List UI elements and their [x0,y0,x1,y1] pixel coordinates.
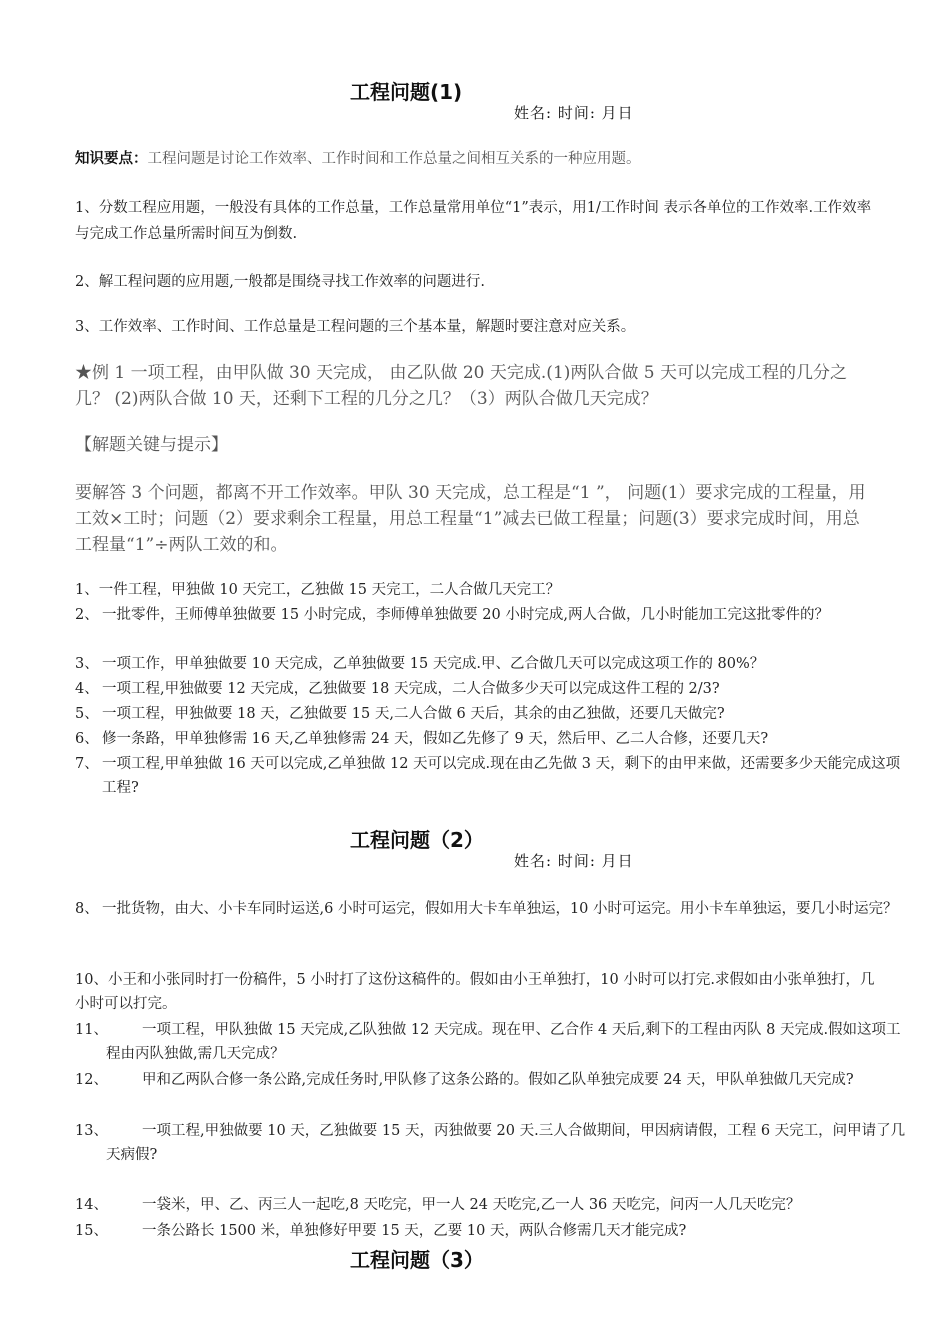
problem-text: 修一条路，甲单独修需 16 天,乙单独修需 24 天，假如乙先修了 9 天，然后甲、乙二人合修，还要几天? [102,731,769,747]
problem-text: 一项工程,甲单独做 16 天可以完成,乙单独做 12 天可以完成.现在由乙先做 3 天，剩下的由甲来做，还需要多少天能完成这项工程? [102,756,901,796]
problem-number: 12、 [75,1072,108,1088]
problem-text: 一袋米，甲、乙、丙三人一起吃,8 天吃完，甲一人 24 天吃完,乙一人 36 天吃完，问丙一人几天吃完？ [142,1197,801,1213]
section2-title: 工程问题（2） [350,828,484,852]
list-item [75,897,902,921]
list-item: 10、小王和小张同时打一份稿件，5 小时打了这份这稿件的。假如由小王单独打，10 小时可以打完.求假如由小张单独打，几小时可以打完。 [75,972,875,1012]
problem-number: 1、 [75,582,99,598]
problem-text: 一项工程，甲独做要 18 天，乙独做要 15 天,二人合做 6 天后，其余的由乙独做，还要几天做完? [102,706,725,722]
list-item [75,1193,885,1217]
list-item [75,578,875,602]
problem-text: 一批货物，由大、小卡车同时运送,6 小时可运完，假如用大卡车单独运，10 小时可运完。用小卡车单独运，要几小时运完？ [102,901,898,917]
knowledge-text: 工程问题是讨论工作效率、工作时间和工作总量之间相互关系的一种应用题。 [147,151,641,167]
list-item [75,603,902,627]
problem-number: 8、 [75,901,99,917]
problem-text: 一项工程，甲队独做 15 天完成,乙队独做 12 天完成。现在甲、乙合作 4 天后,剩下的工程由丙队 8 天完成.假如这项工程由丙队独做,需几天完成？ [106,1022,901,1062]
problem-text: 一项工程,甲独做要 12 天完成，乙独做要 18 天完成，二人合做多少天可以完成这件工程的 2/3? [102,681,720,697]
problem-number: 2、 [75,607,99,623]
list-item [75,752,902,800]
knowledge-points [75,146,895,172]
problem-number: 3、 [75,656,99,672]
list-item [75,1219,875,1243]
problem-number: 5、 [75,706,99,722]
problem-number: 13、 [75,1123,108,1139]
problem-number: 4、 [75,681,99,697]
problem-text: 一件工程，甲独做 10 天完工，乙独做 15 天完工，二人合做几天完工？ [98,582,561,598]
section1-name-line: 姓名: 时间: 月日 [514,104,634,122]
problem-text: 甲和乙两队合修一条公路,完成任务时,甲队修了这条公路的。假如乙队单独完成要 24 天，甲队单独做几天完成? [142,1072,854,1088]
point-2: 2、解工程问题的应用题,一般都是围绕寻找工作效率的问题进行. [75,274,485,290]
problem-number: 6、 [75,731,99,747]
list-item [75,677,902,701]
problem-text: 一条公路长 1500 米，单独修好甲要 15 天，乙要 10 天，两队合修需几天才能完成? [142,1223,687,1239]
list-item [75,702,902,726]
section1-title: 工程问题(1) [350,80,463,104]
problem-number: 15、 [75,1223,108,1239]
problem-number: 7、 [75,756,99,772]
hint-title: 【解题关键与提示】 [75,435,228,455]
example-1: ★例 1 一项工程，由甲队做 30 天完成， 由乙队做 20 天完成.(1)两队合做 5 天可以完成工程的几分之几？ (2)两队合做 10 天，还剩下工程的几分之几？（3）两队合做几天完成？ [75,363,848,409]
problem-text: 一项工程,甲独做要 10 天，乙独做要 15 天，丙独做要 20 天.三人合做期间，甲因病请假，工程 6 天完工，问甲请了几天病假? [106,1123,906,1163]
list-item [75,1068,906,1092]
problem-text: 一批零件，王师傅单独做要 15 小时完成，李师傅单独做要 20 小时完成,两人合做，几小时能加工完这批零件的？ [102,607,829,623]
list-item [75,727,912,751]
list-item [75,652,902,676]
hint-text: 要解答 3 个问题，都离不开工作效率。甲队 30 天完成，总工程是“1 ”， 问题(1）要求完成的工程量，用工效×工时；问题（2）要求剩余工程量，用总工程量“1”减去已做工程量；问题(3）要求完成时间，用总工程量“1”÷两队工效的和。 [75,483,866,555]
list-item [75,1018,906,1066]
section3-title: 工程问题（3） [350,1248,484,1272]
point-3: 3、工作效率、工作时间、工作总量是工程问题的三个基本量，解题时要注意对应关系。 [75,319,636,335]
problem-number: 11、 [75,1022,108,1038]
list-item [75,1119,906,1167]
section2-name-line: 姓名: 时间: 月日 [514,852,634,870]
problem-text: 一项工作，甲单独做要 10 天完成，乙单独做要 15 天完成.甲、乙合做几天可以完成这项工作的 80%？ [102,656,765,672]
point-1: 1、分数工程应用题，一般没有具体的工作总量，工作总量常用单位“1”表示，用1/工作时间 表示各单位的工作效率.工作效率与完成工作总量所需时间互为倒数. [75,200,872,242]
knowledge-label: 知识要点： [75,150,148,167]
problem-number: 14、 [75,1197,108,1213]
